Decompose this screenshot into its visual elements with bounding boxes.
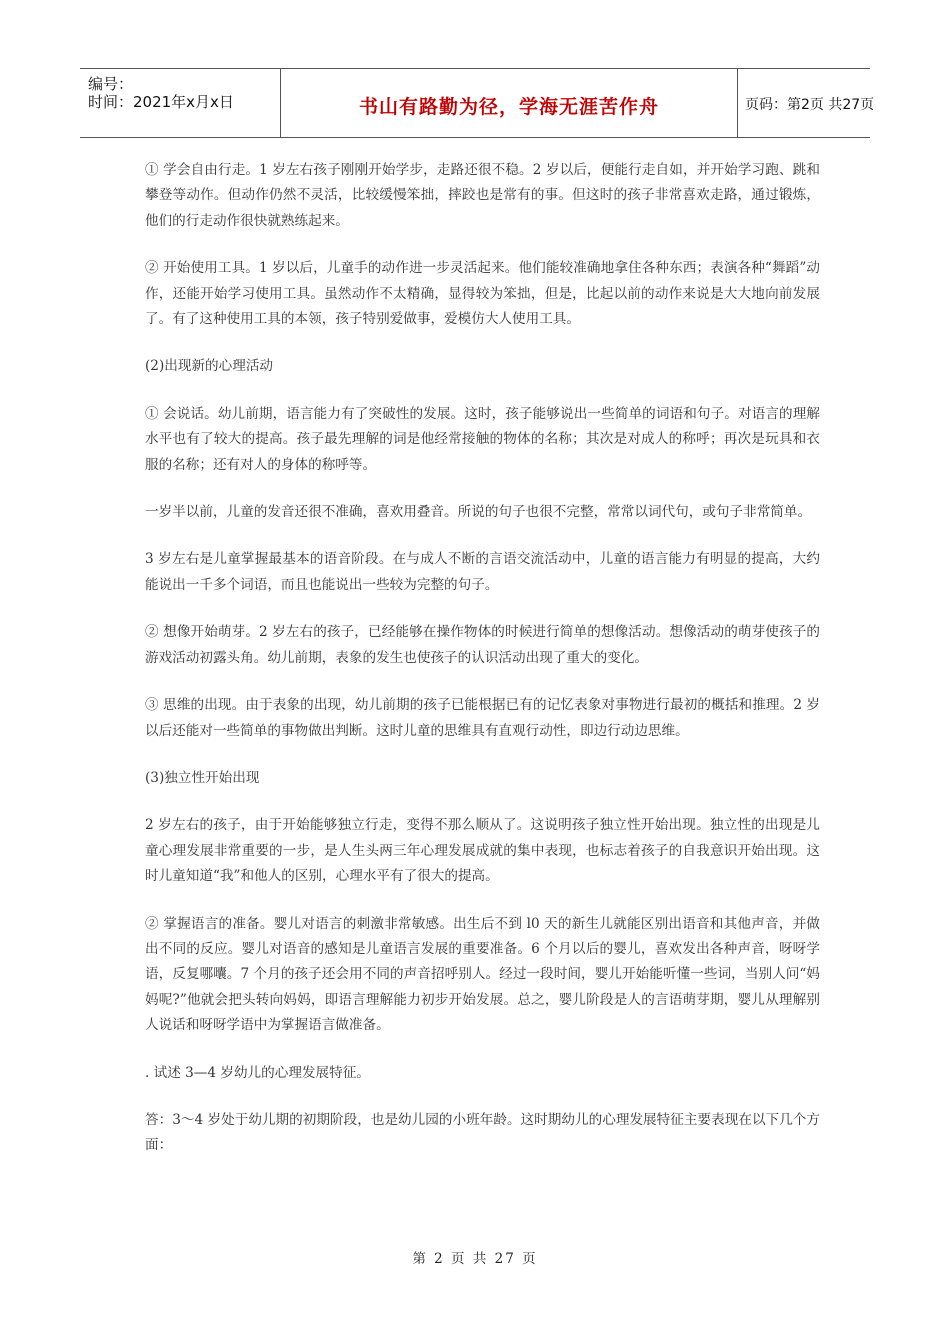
section-heading-independence: (3)独立性开始出现 xyxy=(145,769,260,786)
page-header xyxy=(80,68,875,138)
paragraph-thinking: ③ 思维的出现。由于表象的出现，幼儿前期的孩子已能根据已有的记忆表象对事物进行最初的概括和推理。2 岁以后还能对一些简单的事物做出判断。这时儿童的思维具有直观行动性，即边行动边思维。 xyxy=(145,697,820,739)
document-number-label: 编号： xyxy=(88,75,134,93)
document-body xyxy=(145,158,820,1159)
answer-paragraph: 答：3～4 岁处于幼儿期的初期阶段，也是幼儿园的小班年龄。这时期幼儿的心理发展特征主要表现在以下几个方面： xyxy=(145,1111,820,1154)
document-time-label: 时间：2021年x月x日 xyxy=(88,93,234,111)
paragraph-speaking: ① 会说话。幼儿前期，语言能力有了突破性的发展。这时，孩子能够说出一些简单的词语和句子。对语言的理解水平也有了较大的提高。孩子最先理解的词是他经常接触的物体的名称；其次是对成人的称呼；再次是玩具和衣服的名称；还有对人的身体的称呼等。 xyxy=(145,405,820,473)
header-motto: 书山有路勤为径，学海无涯苦作舟 xyxy=(358,96,659,118)
header-motto-cell xyxy=(280,69,738,137)
paragraph-language-prep: ② 掌握语言的准备。婴儿对语言的刺激非常敏感。出生后不到 l0 天的新生儿就能区别出语音和其他声音，并做出不同的反应。婴儿对语音的感知是儿童语言发展的重要准备。6 个月以后的婴儿，喜欢发出各种声音，呀呀学语，反复哪囔。7 个月的孩子还会用不同的声音招呼别人。经过一段时间，婴儿开始能听懂一些词，当别人问“妈妈呢?”他就会把头转向妈妈，即语言理解能力初步开始发展。总之，婴儿阶段是人的言语萌芽期，婴儿从理解别人说话和呀呀学语中为掌握语言做准备。 xyxy=(145,915,820,1034)
page-footer: 第 2 页 共 27 页 xyxy=(412,1251,538,1267)
paragraph-independence: 2 岁左右的孩子，由于开始能够独立行走，变得不那么顺从了。这说明孩子独立性开始出现。独立性的出现是儿童心理发展非常重要的一步，是人生头两三年心理发展成就的集中表现，也标志着孩子的自我意识开始出现。这时儿童知道“我”和他人的区别，心理水平有了很大的提高。 xyxy=(145,817,820,885)
question-heading: . 试述 3—4 岁幼儿的心理发展特征。 xyxy=(145,1064,370,1081)
section-heading-new-activities: (2)出现新的心理活动 xyxy=(145,358,274,375)
paragraph-pronunciation: 一岁半以前，儿童的发音还很不准确，喜欢用叠音。所说的句子也很不完整，常常以词代句，或句子非常简单。 xyxy=(145,504,812,521)
header-page-info: 页码：第2页 共27页 xyxy=(745,97,875,113)
header-page-cell xyxy=(737,69,875,137)
header-meta-cell xyxy=(80,69,280,137)
paragraph-imagination: ② 想像开始萌芽。2 岁左右的孩子，已经能够在操作物体的时候进行简单的想像活动。想像活动的萌芽使孩子的游戏活动初露头角。幼儿前期，表象的发生也使孩子的认识活动出现了重大的变化。 xyxy=(145,624,820,666)
paragraph-tools: ② 开始使用工具。1 岁以后，儿童手的动作进一步灵活起来。他们能较准确地拿住各种东西；表演各种“舞蹈”动作，还能开始学习使用工具。虽然动作不太精确，显得较为笨拙，但是，比起以前的动作来说是大大地向前发展了。有了这种使用工具的本领，孩子特别爱做事，爱模仿大人使用工具。 xyxy=(145,260,820,328)
paragraph-walking: ① 学会自由行走。1 岁左右孩子刚刚开始学步，走路还很不稳。2 岁以后，便能行走自如，并开始学习跑、跳和攀登等动作。但动作仍然不灵活，比较缓慢笨拙，摔跤也是常有的事。但这时的孩子非常喜欢走路，通过锻炼，他们的行走动作很快就熟练起来。 xyxy=(145,162,820,229)
paragraph-three-years: 3 岁左右是儿童掌握最基本的语音阶段。在与成人不断的言语交流活动中，儿童的语言能力有明显的提高，大约能说出一千多个词语，而且也能说出一些较为完整的句子。 xyxy=(145,551,820,593)
